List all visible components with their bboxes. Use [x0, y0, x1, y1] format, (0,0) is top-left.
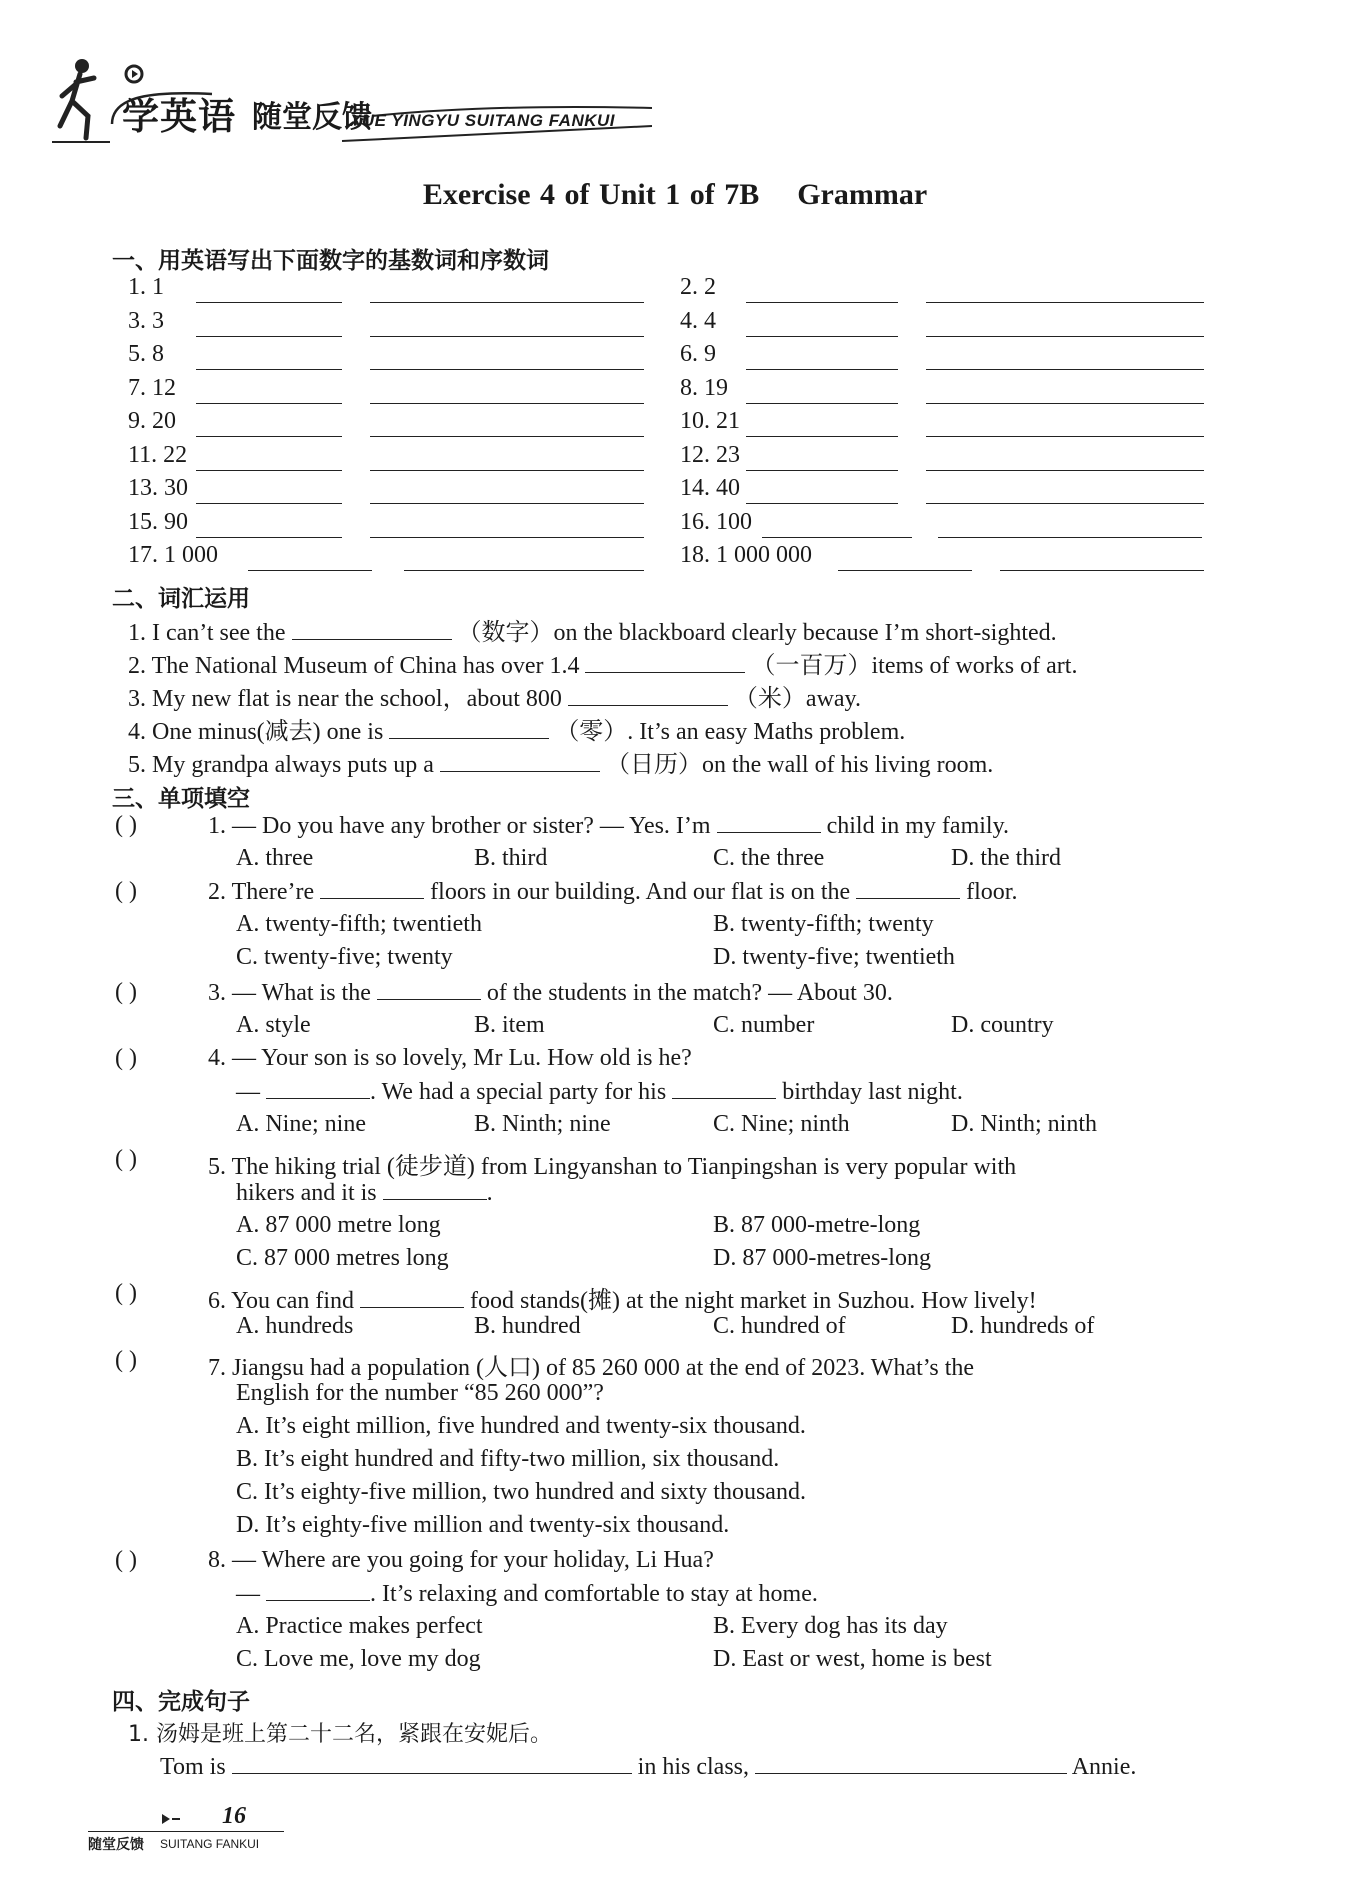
ordinal-answer-blank[interactable]	[370, 302, 644, 303]
mc-question-5: 5. The hiking trial (徒步道) from Lingyanshan to Tianpingshan is very popular with	[208, 1154, 1017, 1180]
mc-1-option-d[interactable]: D. the third	[951, 845, 1061, 871]
ordinal-answer-blank[interactable]	[926, 336, 1204, 337]
answer-paren-3[interactable]: ( )	[115, 979, 137, 1005]
play-icon	[124, 64, 144, 84]
header-logo	[52, 56, 652, 156]
ordinal-answer-blank[interactable]	[370, 369, 644, 370]
mc-4-option-c[interactable]: C. Nine; ninth	[713, 1111, 850, 1137]
ordinal-answer-blank[interactable]	[926, 369, 1204, 370]
mc-question-4: 4. — Your son is so lovely, Mr Lu. How old is he?	[208, 1045, 692, 1071]
ordinal-answer-blank[interactable]	[370, 503, 644, 504]
mc-question-7: 7. Jiangsu had a population (人口) of 85 260 000 at the end of 2023. What’s the	[208, 1355, 975, 1381]
number-item-label: 12. 23	[680, 441, 740, 468]
number-item-label: 1. 1	[128, 274, 164, 300]
cardinal-answer-blank[interactable]	[838, 570, 972, 571]
ordinal-answer-blank[interactable]	[938, 537, 1202, 538]
mc-8-option-a[interactable]: A. Practice makes perfect	[236, 1613, 483, 1639]
section-2-heading: 二、词汇运用	[112, 586, 250, 612]
vocab-item-4: 4. One minus(减去) one is （零）. It’s an easy Maths problem.	[128, 719, 906, 745]
cardinal-answer-blank[interactable]	[746, 369, 898, 370]
ordinal-answer-blank[interactable]	[370, 436, 644, 437]
cardinal-answer-blank[interactable]	[196, 470, 342, 471]
mc-question-6: 6. You can find food stands(摊) at the night market in Suzhou. How lively!	[208, 1288, 1037, 1314]
number-item-label: 11. 22	[128, 441, 188, 468]
vocab-blank-2[interactable]	[585, 652, 745, 673]
vocab-blank-4[interactable]	[389, 718, 549, 739]
mc-2-option-b[interactable]: B. twenty-fifth; twenty	[713, 911, 934, 937]
mc-6-option-b[interactable]: B. hundred	[474, 1313, 581, 1339]
cardinal-answer-blank[interactable]	[746, 302, 898, 303]
mc-3-option-b[interactable]: B. item	[474, 1012, 545, 1038]
number-item-label: 2. 2	[680, 274, 716, 300]
mc-5-option-a[interactable]: A. 87 000 metre long	[236, 1212, 441, 1238]
cardinal-answer-blank[interactable]	[746, 436, 898, 437]
number-item-label: 18. 1 000 000	[680, 542, 812, 568]
number-item-label: 15. 90	[128, 508, 188, 535]
cardinal-answer-blank[interactable]	[746, 336, 898, 337]
section-3-heading: 三、单项填空	[112, 786, 250, 812]
ordinal-answer-blank[interactable]	[370, 470, 644, 471]
mc-7-option-a[interactable]: A. It’s eight million, five hundred and twenty-six thousand.	[236, 1413, 806, 1439]
cardinal-answer-blank[interactable]	[746, 503, 898, 504]
cardinal-answer-blank[interactable]	[196, 503, 342, 504]
ordinal-answer-blank[interactable]	[370, 336, 644, 337]
vocab-blank-1[interactable]	[292, 619, 452, 640]
number-item-label: 4. 4	[680, 307, 716, 334]
mc-8-option-d[interactable]: D. East or west, home is best	[713, 1646, 992, 1672]
ordinal-answer-blank[interactable]	[926, 503, 1204, 504]
sentence-1-blank-1[interactable]	[232, 1753, 632, 1774]
section-1-heading: 一、用英语写出下面数字的基数词和序数词	[112, 248, 549, 274]
ordinal-answer-blank[interactable]	[926, 302, 1204, 303]
cardinal-answer-blank[interactable]	[746, 470, 898, 471]
vocab-item-1: 1. I can’t see the （数字）on the blackboard clearly because I’m short-sighted.	[128, 620, 1057, 646]
header-pinyin: XUE YINGYU SUITANG FANKUI	[350, 111, 616, 130]
footer-arrow-icon	[160, 1812, 182, 1826]
mc-8-option-c[interactable]: C. Love me, love my dog	[236, 1646, 481, 1672]
mc-7-option-d[interactable]: D. It’s eighty-five million and twenty-six thousand.	[236, 1512, 730, 1538]
mc-2-option-d[interactable]: D. twenty-five; twentieth	[713, 944, 955, 970]
cardinal-answer-blank[interactable]	[196, 336, 342, 337]
mc-question-5-line2: hikers and it is .	[236, 1180, 493, 1206]
number-item-label: 7. 12	[128, 374, 176, 401]
mc-question-8: 8. — Where are you going for your holiday, Li Hua?	[208, 1547, 714, 1573]
mc-7-option-c[interactable]: C. It’s eighty-five million, two hundred and sixty thousand.	[236, 1479, 806, 1505]
page-number: 16	[222, 1803, 246, 1829]
cardinal-answer-blank[interactable]	[196, 537, 342, 538]
section-4-heading: 四、完成句子	[112, 1689, 250, 1715]
sentence-1-chinese: 1. 汤姆是班上第二十二名，紧跟在安妮后。	[128, 1722, 552, 1747]
mc-3-option-a[interactable]: A. style	[236, 1012, 311, 1038]
mc-4-option-d[interactable]: D. Ninth; ninth	[951, 1111, 1098, 1137]
vocab-item-2: 2. The National Museum of China has over 1.4 （一百万）items of works of art.	[128, 653, 1078, 679]
mc-question-4-line2: — . We had a special party for his birthday last night.	[236, 1079, 963, 1105]
footer-rule	[88, 1831, 284, 1832]
vocab-item-5: 5. My grandpa always puts up a （日历）on the wall of his living room.	[128, 752, 994, 778]
mc-2-option-c[interactable]: C. twenty-five; twenty	[236, 944, 453, 970]
mc-1-option-c[interactable]: C. the three	[713, 845, 825, 871]
answer-paren-1[interactable]: ( )	[115, 812, 137, 838]
mc-5-option-b[interactable]: B. 87 000-metre-long	[713, 1212, 921, 1238]
mc-7-option-b[interactable]: B. It’s eight hundred and fifty-two million, six thousand.	[236, 1446, 780, 1472]
ordinal-answer-blank[interactable]	[926, 470, 1204, 471]
mc-question-7-line2: English for the number “85 260 000”?	[236, 1380, 604, 1406]
cardinal-answer-blank[interactable]	[196, 302, 342, 303]
answer-paren-7[interactable]: ( )	[115, 1347, 137, 1373]
vocab-blank-5[interactable]	[440, 751, 600, 772]
number-item-label: 13. 30	[128, 475, 188, 501]
ordinal-answer-blank[interactable]	[404, 570, 644, 571]
number-item-label: 6. 9	[680, 341, 716, 367]
cardinal-answer-blank[interactable]	[196, 369, 342, 370]
mc-5-option-d[interactable]: D. 87 000-metres-long	[713, 1245, 931, 1271]
cardinal-answer-blank[interactable]	[196, 403, 342, 404]
answer-paren-6[interactable]: ( )	[115, 1280, 137, 1306]
vocab-item-3: 3. My new flat is near the school，about 800 （米）away.	[128, 686, 861, 712]
mc-question-2: 2. There’re floors in our building. And our flat is on the floor.	[208, 879, 1018, 905]
mc-1-option-a[interactable]: A. three	[236, 845, 314, 871]
ordinal-answer-blank[interactable]	[1000, 570, 1204, 571]
mc-6-option-a[interactable]: A. hundreds	[236, 1313, 354, 1339]
number-item-label: 8. 19	[680, 374, 728, 401]
mc-8-option-b[interactable]: B. Every dog has its day	[713, 1613, 948, 1639]
answer-paren-8[interactable]: ( )	[115, 1547, 137, 1573]
ordinal-answer-blank[interactable]	[926, 436, 1204, 437]
cardinal-answer-blank[interactable]	[248, 570, 372, 571]
number-item-label: 5. 8	[128, 341, 164, 367]
number-item-label: 10. 21	[680, 408, 740, 434]
mc-1-option-b[interactable]: B. third	[474, 845, 548, 871]
answer-paren-5[interactable]: ( )	[115, 1146, 137, 1172]
number-item-label: 9. 20	[128, 408, 176, 434]
ordinal-answer-blank[interactable]	[370, 403, 644, 404]
number-item-label: 3. 3	[128, 307, 164, 334]
cardinal-answer-blank[interactable]	[746, 403, 898, 404]
mc-3-option-c[interactable]: C. number	[713, 1012, 815, 1038]
cardinal-answer-blank[interactable]	[196, 436, 342, 437]
mc-5-option-c[interactable]: C. 87 000 metres long	[236, 1245, 449, 1271]
number-item-label: 14. 40	[680, 475, 740, 501]
mc-3-option-d[interactable]: D. country	[951, 1012, 1054, 1038]
number-item-label: 16. 100	[680, 508, 752, 535]
answer-paren-2[interactable]: ( )	[115, 878, 137, 904]
sentence-1-english: Tom is in his class, Annie.	[160, 1754, 1137, 1780]
footer-label-cn: 随堂反馈	[88, 1837, 144, 1853]
ordinal-answer-blank[interactable]	[926, 403, 1204, 404]
mc-6-option-d[interactable]: D. hundreds of	[951, 1313, 1095, 1339]
answer-paren-4[interactable]: ( )	[115, 1045, 137, 1071]
exercise-title: Exercise 4 of Unit 1 of 7B Grammar	[422, 178, 928, 211]
cardinal-answer-blank[interactable]	[762, 537, 912, 538]
mc-question-1: 1. — Do you have any brother or sister? — Yes. I’m child in my family.	[208, 813, 1010, 839]
mc-6-option-c[interactable]: C. hundred of	[713, 1313, 846, 1339]
mc-question-8-line2: — . It’s relaxing and comfortable to stay at home.	[236, 1581, 818, 1607]
vocab-blank-3[interactable]	[568, 685, 728, 706]
number-item-label: 17. 1 000	[128, 542, 218, 568]
mc-question-3: 3. — What is the of the students in the match? — About 30.	[208, 980, 893, 1006]
header-title-cn: 学英语	[122, 95, 236, 138]
header-subtitle-cn: 随堂反馈	[252, 100, 372, 135]
mc-2-option-a[interactable]: A. twenty-fifth; twentieth	[236, 911, 482, 937]
ordinal-answer-blank[interactable]	[370, 537, 644, 538]
mc-4-option-b[interactable]: B. Ninth; nine	[474, 1111, 611, 1137]
mc-4-option-a[interactable]: A. Nine; nine	[236, 1111, 366, 1137]
footer-pinyin: SUITANG FANKUI	[160, 1837, 260, 1851]
sentence-1-blank-2[interactable]	[755, 1753, 1067, 1774]
